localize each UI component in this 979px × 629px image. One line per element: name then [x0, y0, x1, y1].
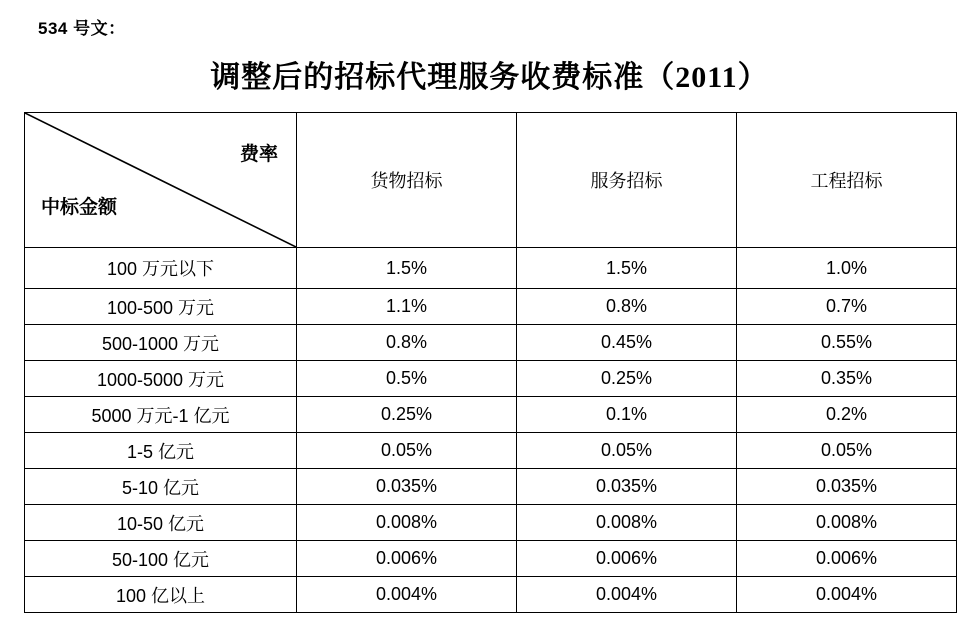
- row-value-engineering: 0.008%: [737, 505, 957, 541]
- row-label: 500-1000 万元: [25, 325, 297, 361]
- column-header-engineering: 工程招标: [737, 113, 957, 248]
- row-value-service: 0.1%: [517, 397, 737, 433]
- row-value-goods: 1.1%: [297, 289, 517, 325]
- row-label: 5-10 亿元: [25, 469, 297, 505]
- table-row: [25, 248, 957, 289]
- row-value-service: 0.45%: [517, 325, 737, 361]
- row-value-service: 0.25%: [517, 361, 737, 397]
- row-label: 100 万元以下: [25, 248, 297, 289]
- corner-amount-label: 中标金额: [41, 197, 118, 218]
- table-row: [25, 433, 957, 469]
- row-value-engineering: 0.7%: [737, 289, 957, 325]
- row-value-engineering: 0.05%: [737, 433, 957, 469]
- row-value-goods: 0.25%: [297, 397, 517, 433]
- row-value-engineering: 0.035%: [737, 469, 957, 505]
- row-value-goods: 0.05%: [297, 433, 517, 469]
- table-row: [25, 505, 957, 541]
- diagonal-divider-icon: [25, 113, 296, 247]
- fee-standard-table: [24, 112, 957, 613]
- table-row: [25, 289, 957, 325]
- column-header-service: 服务招标: [517, 113, 737, 248]
- row-value-service: 0.8%: [517, 289, 737, 325]
- row-value-goods: 0.5%: [297, 361, 517, 397]
- row-value-engineering: 1.0%: [737, 248, 957, 289]
- row-value-service: 0.05%: [517, 433, 737, 469]
- table-row: [25, 577, 957, 613]
- row-label: 5000 万元-1 亿元: [25, 397, 297, 433]
- row-value-service: 0.004%: [517, 577, 737, 613]
- row-value-goods: 0.004%: [297, 577, 517, 613]
- row-value-engineering: 0.004%: [737, 577, 957, 613]
- row-label: 1-5 亿元: [25, 433, 297, 469]
- page-title: 调整后的招标代理服务收费标准（2011）: [210, 61, 769, 94]
- corner-rate-label: 费率: [239, 144, 278, 165]
- row-label: 1000-5000 万元: [25, 361, 297, 397]
- row-label: 50-100 亿元: [25, 541, 297, 577]
- row-value-service: 0.006%: [517, 541, 737, 577]
- table-header-row: [25, 113, 957, 248]
- row-value-goods: 0.008%: [297, 505, 517, 541]
- row-value-service: 0.008%: [517, 505, 737, 541]
- row-value-engineering: 0.55%: [737, 325, 957, 361]
- row-label: 100-500 万元: [25, 289, 297, 325]
- row-value-goods: 0.035%: [297, 469, 517, 505]
- row-value-engineering: 0.006%: [737, 541, 957, 577]
- table-row: [25, 397, 957, 433]
- document-reference-number: 534 号文：: [38, 19, 126, 38]
- row-value-service: 1.5%: [517, 248, 737, 289]
- table-row: [25, 361, 957, 397]
- row-value-goods: 0.8%: [297, 325, 517, 361]
- row-label: 100 亿以上: [25, 577, 297, 613]
- table-corner-cell: [25, 113, 297, 248]
- column-header-goods: 货物招标: [297, 113, 517, 248]
- table-row: [25, 541, 957, 577]
- table-row: [25, 469, 957, 505]
- table-row: [25, 325, 957, 361]
- row-value-goods: 1.5%: [297, 248, 517, 289]
- row-label: 10-50 亿元: [25, 505, 297, 541]
- row-value-engineering: 0.2%: [737, 397, 957, 433]
- row-value-goods: 0.006%: [297, 541, 517, 577]
- row-value-service: 0.035%: [517, 469, 737, 505]
- row-value-engineering: 0.35%: [737, 361, 957, 397]
